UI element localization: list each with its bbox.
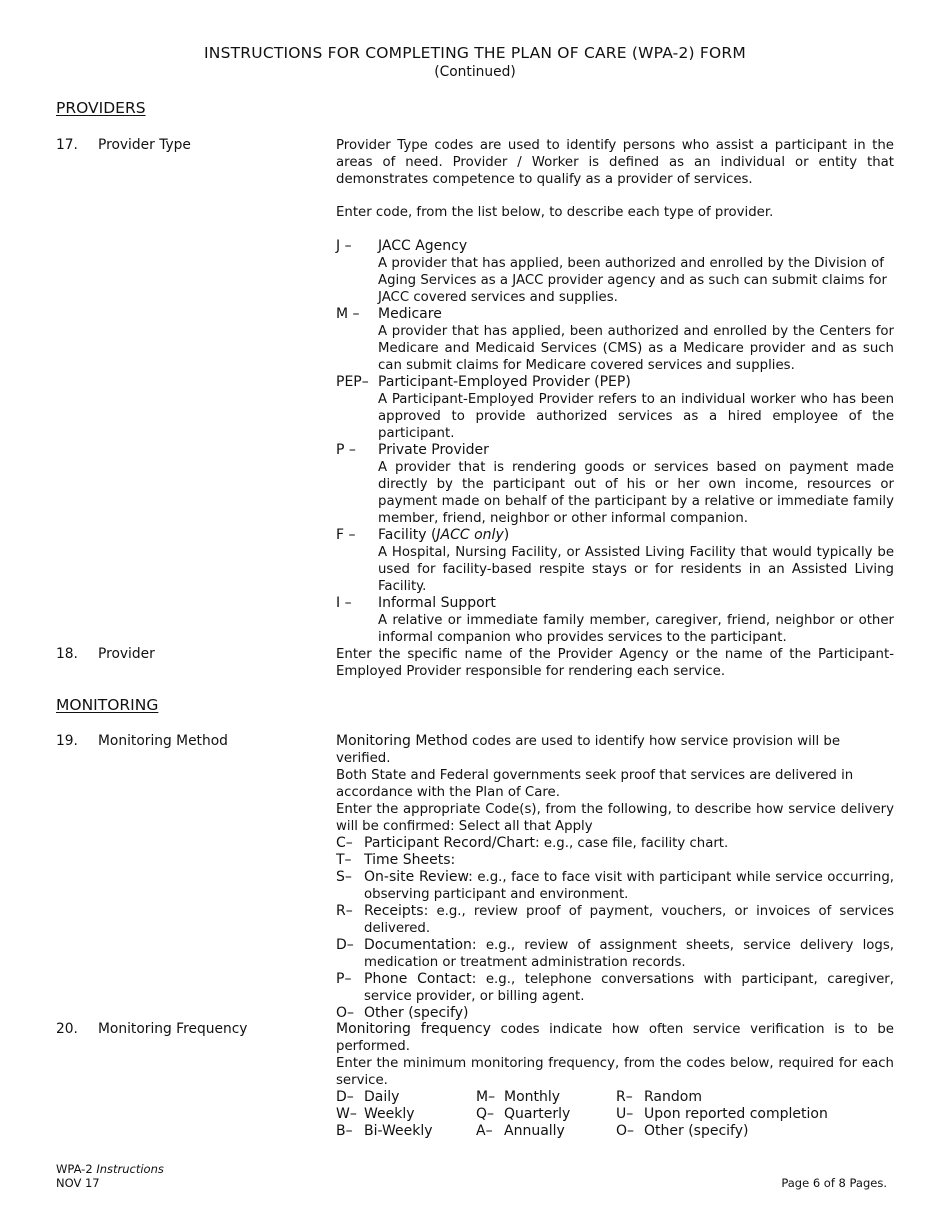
monitoring-code-item: S– On-site Review: e.g., face to face visit with participant while service occurring, observing participant and environment. — [336, 869, 894, 902]
provider-code-desc: A provider that is rendering goods or services based on payment made directly by the participant out of his or her own income, resources or payment made on behalf of the participant by a relative or immediate family member, friend, neighbor or other informal companion. — [378, 460, 894, 526]
provider-code-item — [336, 238, 894, 306]
item-number: 20. — [56, 1021, 78, 1037]
item-label: Monitoring Frequency — [98, 1021, 248, 1037]
frequency-code-item: U– Upon reported completion — [616, 1106, 828, 1122]
provider-code: I – — [336, 595, 352, 611]
provider-code-name: Participant-Employed Provider (PEP) — [378, 374, 631, 390]
provider-code: P – — [336, 442, 356, 458]
monitoring-code-item: D– Documentation: e.g., review of assignment sheets, service delivery logs, medication or treatment administration records. — [336, 937, 894, 970]
provider-code: M – — [336, 306, 360, 322]
frequency-code-item: Q– Quarterly — [476, 1106, 571, 1122]
frequency-code-item: M– Monthly — [476, 1089, 561, 1105]
item-number: 17. — [56, 137, 78, 153]
item-label: Provider Type — [98, 137, 191, 153]
provider-type-instruction: Enter code, from the list below, to describe each type of provider. — [336, 205, 774, 220]
monitoring-method-para: Both State and Federal governments seek proof that services are delivered in accordance with the Plan of Care. — [336, 768, 854, 800]
footer-form-suffix: Instructions — [96, 1162, 164, 1176]
provider-code-name: Informal Support — [378, 595, 496, 611]
provider-code: J – — [336, 238, 352, 254]
monitoring-code-item: R– Receipts: e.g., review proof of payment, vouchers, or invoices of services delivered. — [336, 903, 894, 936]
footer-page-number: Page 6 of 8 Pages. — [781, 1176, 887, 1190]
monitoring-frequency-para: Enter the minimum monitoring frequency, from the codes below, required for each service. — [336, 1056, 894, 1088]
footer-form-name: WPA-2 — [56, 1162, 93, 1176]
section-heading-monitoring: MONITORING — [56, 696, 159, 714]
section-heading-providers: PROVIDERS — [56, 99, 146, 117]
frequency-code-item: A– Annually — [476, 1123, 565, 1139]
item-number: 18. — [56, 646, 78, 662]
provider-code-item — [336, 527, 894, 595]
item-number: 19. — [56, 733, 78, 749]
provider-code-desc: A provider that has applied, been authorized and enrolled by the Centers for Medicare and Medicaid Services (CMS) as a Medicare provider and as such can submit claims for Medicare covered services and supplies. — [378, 324, 894, 373]
provider-code: PEP– — [336, 374, 369, 390]
page-title: INSTRUCTIONS FOR COMPLETING THE PLAN OF CARE (WPA-2) FORM — [204, 44, 746, 62]
provider-type-body — [336, 137, 894, 646]
monitoring-method-body — [336, 733, 894, 1022]
monitoring-code-item: O– Other (specify) — [336, 1005, 469, 1021]
provider-code-name: Facility (JACC only) — [378, 527, 510, 543]
footer-form-id — [56, 1162, 164, 1190]
frequency-code-item: O– Other (specify) — [616, 1123, 749, 1139]
frequency-code-item: W– Weekly — [336, 1106, 415, 1122]
monitoring-method-para: Enter the appropriate Code(s), from the following, to describe how service delivery will be confirmed: Select all that Apply — [336, 802, 894, 834]
page-subtitle: (Continued) — [434, 64, 516, 80]
monitoring-code-item: P– Phone Contact: e.g., telephone conversations with participant, caregiver, service provider, or billing agent. — [336, 971, 894, 1004]
item-label: Monitoring Method — [98, 733, 228, 749]
monitoring-frequency-intro: Monitoring frequency codes indicate how often service verification is to be performed. — [336, 1021, 894, 1054]
monitoring-code-item: T– Time Sheets: — [336, 852, 456, 868]
provider-body: Enter the specific name of the Provider Agency or the name of the Participant-Employed Provider responsible for rendering each service. — [336, 647, 894, 679]
provider-code-desc: A Participant-Employed Provider refers to an individual worker who has been approved to provide authorized services as a hired employee of the participant. — [378, 392, 894, 441]
provider-code-name: JACC Agency — [378, 238, 468, 254]
monitoring-code-item: C– Participant Record/Chart: e.g., case file, facility chart. — [336, 835, 729, 851]
frequency-code-grid — [336, 1089, 894, 1140]
monitoring-method-intro: Monitoring Method codes are used to identify how service provision will be verified. — [336, 733, 841, 766]
provider-code-name: Medicare — [378, 306, 442, 322]
footer-date: NOV 17 — [56, 1176, 100, 1190]
provider-code-item — [336, 374, 894, 442]
provider-code-item — [336, 595, 894, 646]
provider-code-item — [336, 306, 894, 374]
provider-code-item — [336, 442, 894, 527]
monitoring-frequency-body — [336, 1021, 894, 1140]
provider-code: F – — [336, 527, 356, 543]
provider-code-name: Private Provider — [378, 442, 489, 458]
frequency-code-item: B– Bi-Weekly — [336, 1123, 433, 1139]
provider-type-intro: Provider Type codes are used to identify persons who assist a participant in the areas of need. Provider / Worker is defined as an individual or entity that demonstrates competence to qualify as a provider of services. — [336, 138, 894, 187]
provider-code-desc: A relative or immediate family member, caregiver, friend, neighbor or other informal companion who provides services to the participant. — [378, 613, 894, 645]
item-label: Provider — [98, 646, 155, 662]
provider-code-desc: A Hospital, Nursing Facility, or Assisted Living Facility that would typically be used for facility-based respite stays or for residents in an Assisted Living Facility. — [378, 545, 894, 594]
frequency-code-item: D– Daily — [336, 1089, 400, 1105]
provider-code-desc: A provider that has applied, been authorized and enrolled by the Division of Aging Services as a JACC provider agency and as such can submit claims for JACC covered services and supplies. — [378, 256, 887, 305]
frequency-code-item: R– Random — [616, 1089, 702, 1105]
